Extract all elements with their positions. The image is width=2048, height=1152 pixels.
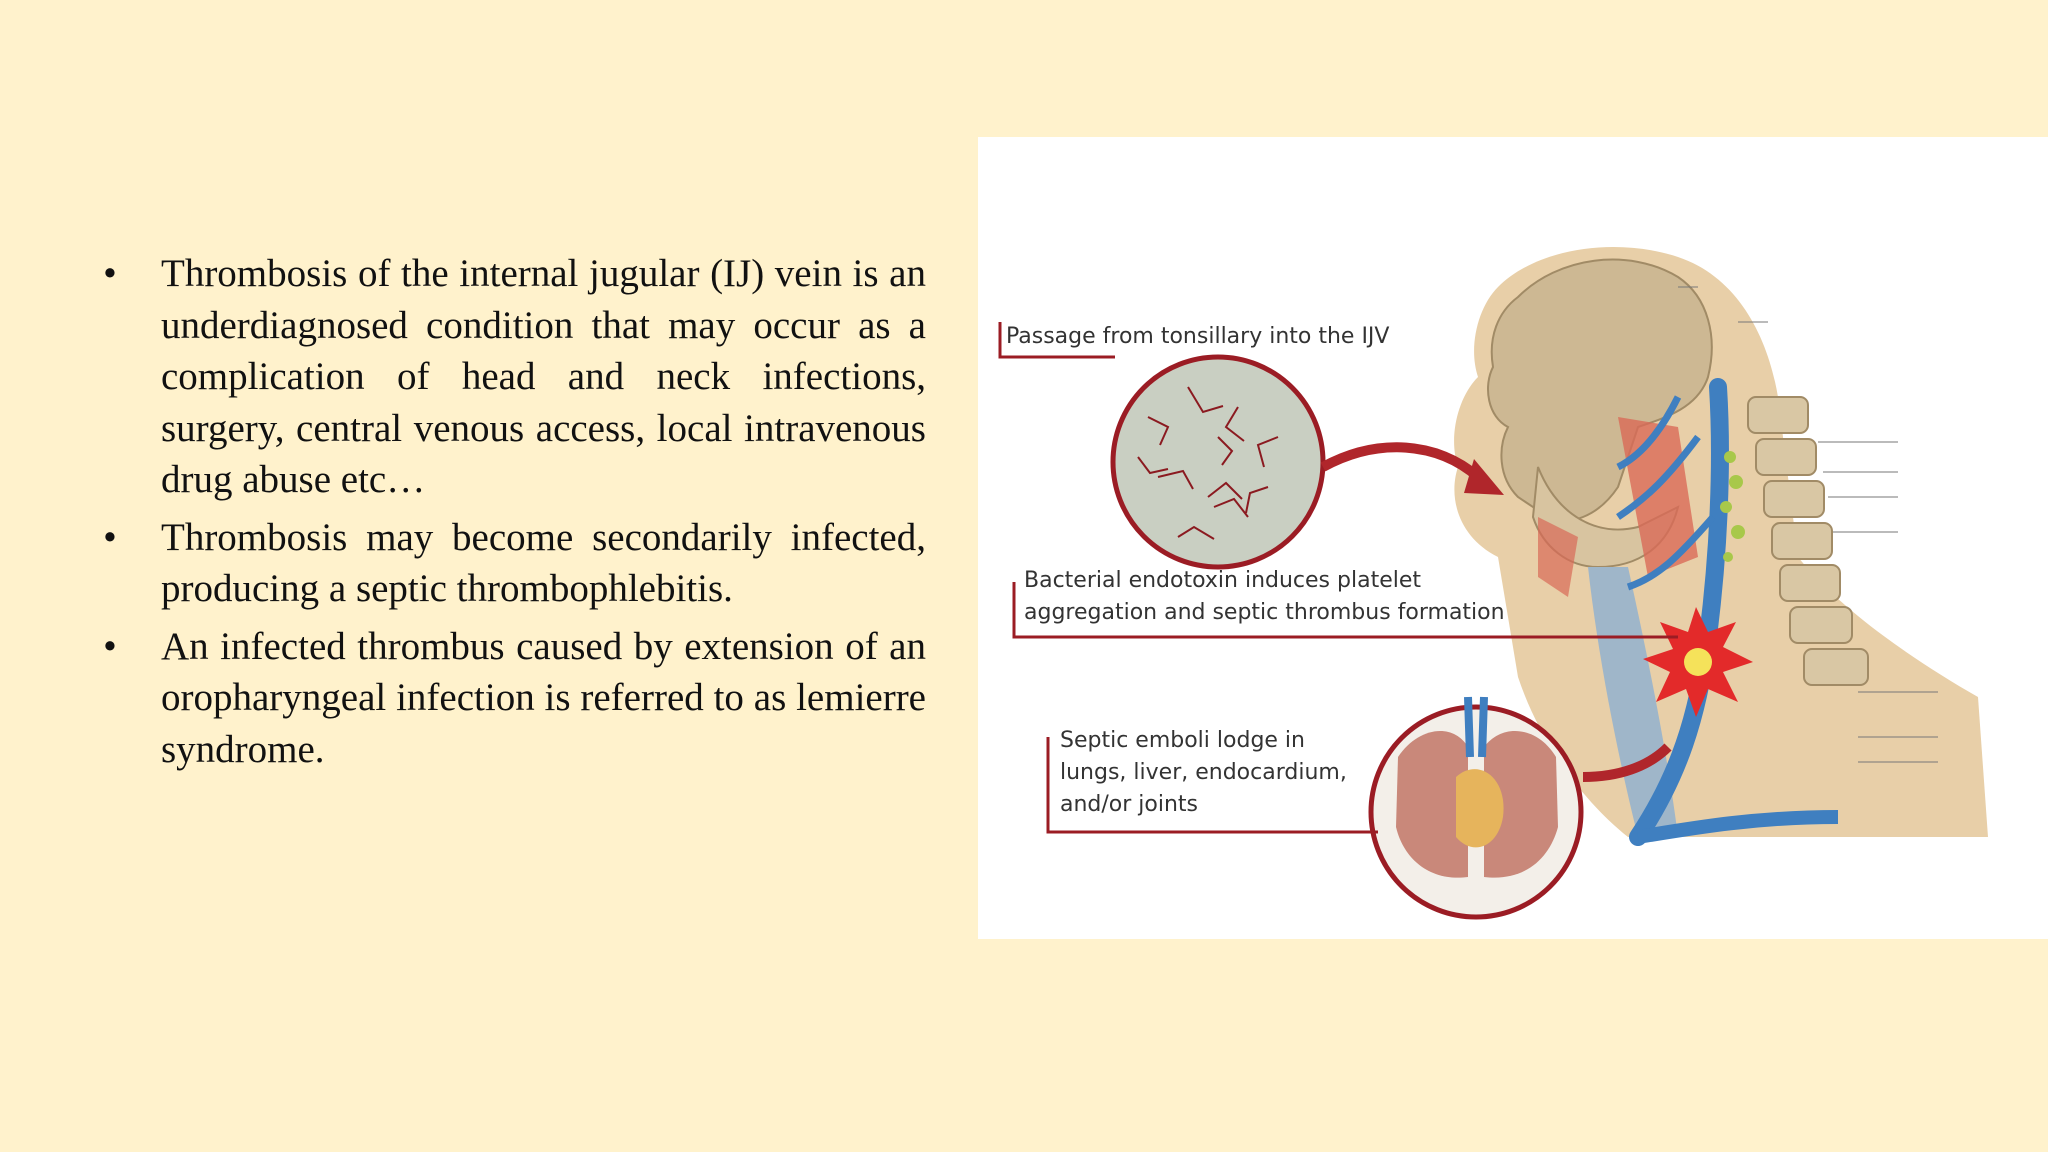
bullet-text: An infected thrombus caused by extension of an oropharyngeal infection is referred to as lemierre syndrome. [161, 624, 926, 771]
bullet-item [100, 512, 926, 615]
thrombus-core [1684, 648, 1712, 676]
callout-septic-thrombus: Bacterial endotoxin induces platelet aggregation and septic thrombus formation [1024, 568, 1505, 625]
bullet-text: Thrombosis of the internal jugular (IJ) vein is an underdiagnosed condition that may occur as a complication of head and neck infections, surgery, central venous access, local intravenous drug abuse etc… [161, 252, 926, 501]
bullet-text: Thrombosis may become secondarily infected, producing a septic thrombophlebitis. [161, 515, 926, 610]
bullet-marker: • [103, 515, 117, 559]
bullet-list [100, 248, 926, 781]
callout-tonsillar-passage: Passage from tonsillary into the IJV [1006, 324, 1390, 349]
tonsil-magnified-circle [1113, 357, 1323, 567]
bullet-marker: • [103, 624, 117, 668]
bullet-marker: • [103, 252, 117, 295]
bullet-item [100, 248, 926, 506]
callout-septic-emboli: Septic emboli lodge in lungs, liver, endocardium, and/or joints [1060, 728, 1347, 817]
bullet-item [100, 621, 926, 776]
anatomy-illustration [978, 137, 2048, 939]
